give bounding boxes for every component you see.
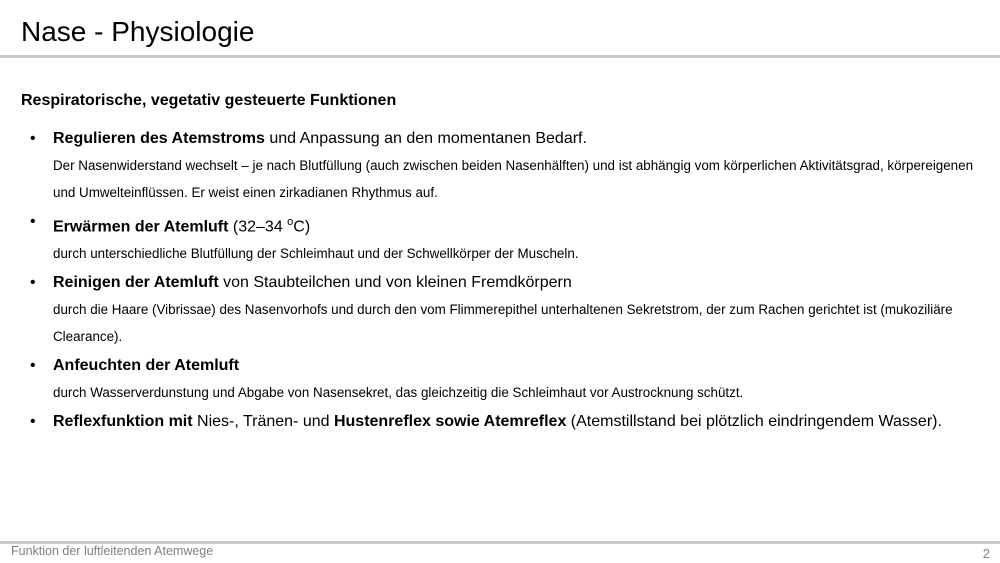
bullet-plain-text: (32–34 bbox=[228, 218, 288, 236]
bullet-list bbox=[0, 126, 1000, 438]
bullet-main-text bbox=[53, 409, 1000, 435]
bullet-main-text bbox=[53, 270, 1000, 296]
bullet-bold-text: Reflexfunktion mit bbox=[53, 413, 193, 431]
bullet-bold-text: Regulieren des Atemstroms bbox=[53, 130, 265, 147]
bullet-plain-text: von Staubteilchen und von kleinen Fremdkörpern bbox=[218, 274, 572, 292]
bullet-item-erwaermen bbox=[0, 209, 1000, 267]
bullet-plain-text: Nies-, Tränen- und bbox=[192, 413, 334, 431]
bullet-symbol: • bbox=[30, 274, 36, 292]
section-heading: Respiratorische, vegetativ gesteuerte Funktionen bbox=[21, 92, 397, 109]
page-number: 2 bbox=[982, 546, 990, 561]
bullet-plain-text: und Anpassung an den momentanen Bedarf. bbox=[264, 130, 587, 147]
slide-title: Nase - Physiologie bbox=[21, 16, 255, 47]
bullet-detail-text: durch Wasserverdunstung und Abgabe von Nasensekret, das gleichzeitig die Schleimhaut vor Austrocknung schützt. bbox=[53, 385, 744, 401]
bullet-item-atemstrom bbox=[0, 126, 1000, 206]
bullet-detail-text: durch die Haare (Vibrissae) des Nasenvorhofs und durch den vom Flimmerepithel unterhaltenen Sekretstrom, der zum Rachen gerichtet ist (mukoziliäre Clearance). bbox=[53, 302, 953, 345]
bullet-symbol: • bbox=[30, 357, 36, 375]
bullet-plain-text-unit: C) bbox=[293, 218, 311, 236]
bullet-detail-text: durch unterschiedliche Blutfüllung der Schleimhaut und der Schwellkörper der Muscheln. bbox=[53, 246, 579, 262]
bullet-main-text bbox=[53, 353, 1000, 379]
bullet-item-reflexfunktion bbox=[0, 409, 1000, 435]
bullet-plain-text-2: (Atemstillstand bei plötzlich eindringendem Wasser). bbox=[566, 413, 942, 431]
bullet-bold-text: Reinigen der Atemluft bbox=[53, 274, 219, 292]
bullet-symbol: • bbox=[30, 213, 36, 230]
bullet-bold-text: Erwärmen der Atemluft bbox=[53, 218, 229, 236]
degree-superscript: o bbox=[287, 216, 294, 228]
bullet-main-text bbox=[53, 126, 1000, 152]
title-divider bbox=[0, 55, 1000, 58]
bullet-symbol: • bbox=[30, 413, 36, 431]
bullet-item-anfeuchten bbox=[0, 353, 1000, 406]
bullet-item-reinigen bbox=[0, 270, 1000, 350]
bullet-detail-text: Der Nasenwiderstand wechselt – je nach Blutfüllung (auch zwischen beiden Nasenhälften) und ist abhängig vom körperlichen Aktivitätsgrad, körpereigenen und Umwelteinflüssen. Er weist einen zirkadianen Rhythmus auf. bbox=[53, 158, 974, 200]
footer-text: Funktion der luftleitenden Atemwege bbox=[11, 544, 214, 558]
bullet-bold-text-2: Hustenreflex sowie Atemreflex bbox=[333, 413, 567, 431]
bullet-bold-text: Anfeuchten der Atemluft bbox=[53, 357, 240, 375]
bullet-main-text bbox=[53, 209, 1000, 240]
bullet-symbol: • bbox=[30, 130, 36, 147]
